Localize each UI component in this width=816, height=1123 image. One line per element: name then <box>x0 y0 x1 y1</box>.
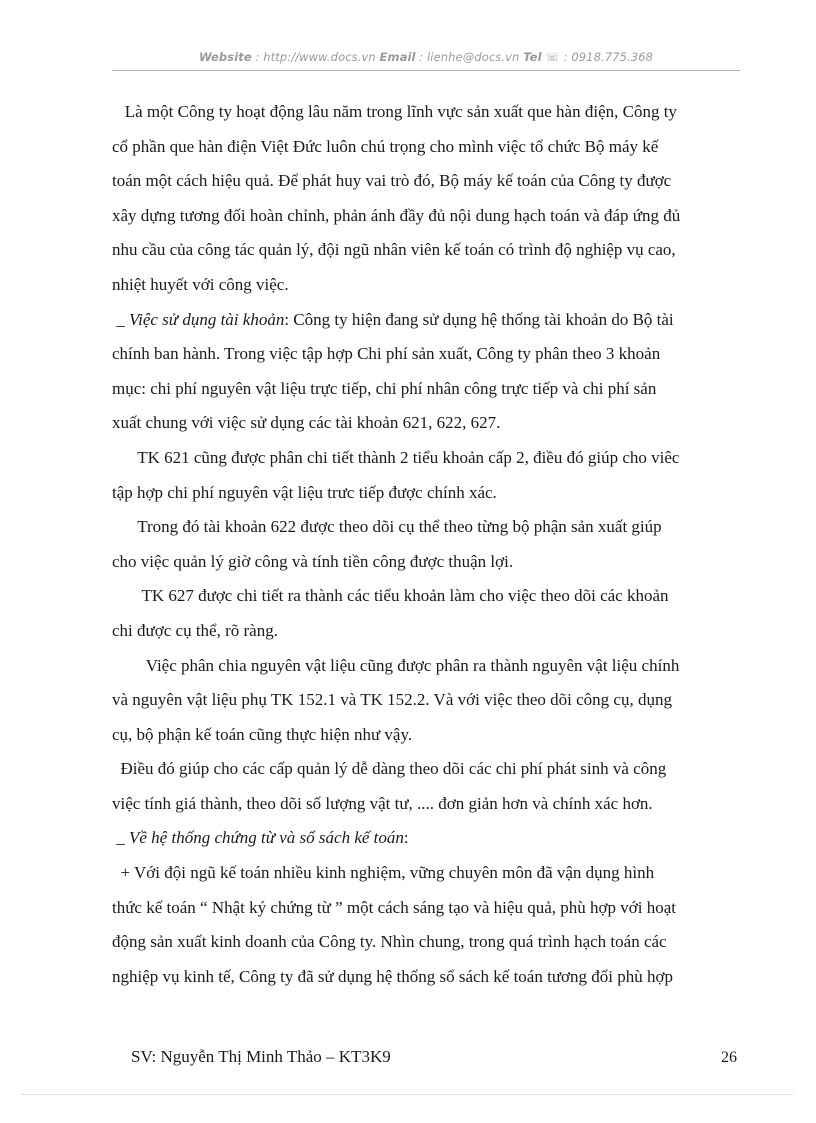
paragraph-line: cho việc quản lý giờ công và tính tiền công được thuận lợi. <box>112 551 514 571</box>
tel-number: : 0918.775.368 <box>559 50 654 64</box>
paragraph-line: cổ phần que hàn điện Việt Đức luôn chú trọng cho mình việc tổ chức Bộ máy kế <box>112 136 659 156</box>
document-body <box>112 95 740 994</box>
email-label: Email <box>379 50 416 64</box>
paragraph-line: việc tính giá thành, theo dõi số lượng vật tư, .... đơn giản hơn và chính xác hơn. <box>112 793 653 813</box>
paragraph-line: tập hợp chi phí nguyên vật liệu trưc tiếp được chính xác. <box>112 482 497 502</box>
voucher-system-heading: _ Về hệ thống chứng từ và sổ sách kế toán <box>112 828 404 848</box>
website-label: Website <box>198 50 252 64</box>
paragraph-line: thức kế toán “ Nhật ký chứng từ ” một cách sáng tạo và hiệu quả, phù hợp với hoạt <box>112 897 676 917</box>
paragraph-line: TK 627 được chi tiết ra thành các tiểu khoản làm cho việc theo dõi các khoản <box>112 586 669 606</box>
paragraph-line: Việc phân chia nguyên vật liệu cũng được phân ra thành nguyên vật liệu chính <box>112 655 680 675</box>
paragraph-line: xây dựng tương đối hoàn chỉnh, phản ánh đầy đủ nội dung hạch toán và đáp ứng đủ <box>112 205 681 225</box>
tel-label: Tel <box>523 50 542 64</box>
paragraph-line: nghiệp vụ kinh tế, Công ty đã sử dụng hệ thống sổ sách kế toán tương đối phù hợp <box>112 966 673 986</box>
footer-author: SV: Nguyễn Thị Minh Thảo – KT3K9 <box>131 1047 391 1066</box>
account-usage-line <box>112 303 740 338</box>
page-number: 26 <box>721 1049 737 1066</box>
header-divider <box>112 70 740 71</box>
paragraph-line: và nguyên vật liệu phụ TK 152.1 và TK 152.2. Và với việc theo dõi công cụ, dụng <box>112 690 672 710</box>
paragraph-line: Là một Công ty hoạt động lâu năm trong lĩnh vực sản xuất que hàn điện, Công ty <box>112 102 677 121</box>
paragraph-line: mục: chi phí nguyên vật liệu trực tiếp, chi phí nhân công trực tiếp và chi phí sản <box>112 378 657 398</box>
email-address[interactable]: : lienhe@docs.vn <box>415 50 524 64</box>
account-usage-text: : Công ty hiện đang sử dụng hệ thống tài khoản do Bộ tài <box>284 309 674 329</box>
paragraph-line: động sản xuất kinh doanh của Công ty. Nhìn chung, trong quá trình hạch toán các <box>112 932 667 952</box>
paragraph-line: + Với đội ngũ kế toán nhiều kinh nghiệm, vững chuyên môn đã vận dụng hình <box>112 863 655 883</box>
paragraph-line: Điều đó giúp cho các cấp quản lý dễ dàng theo dõi các chi phí phát sinh và công <box>112 759 667 779</box>
account-usage-heading: _ Việc sử dụng tài khoản <box>112 309 285 329</box>
voucher-heading-colon: : <box>403 828 409 848</box>
paragraph-line: toán một cách hiệu quả. Để phát huy vai trò đó, Bộ máy kế toán của Công ty được <box>112 171 672 191</box>
paragraph-line: TK 621 cũng được phân chi tiết thành 2 tiểu khoản cấp 2, điều đó giúp cho viêc <box>112 447 680 467</box>
paragraph-line: nhu cầu của công tác quản lý, đội ngũ nhân viên kế toán có trình độ nghiệp vụ cao, <box>112 240 676 260</box>
paragraph-line: nhiệt huyết với công việc. <box>112 274 289 294</box>
telephone-icon: ☏ <box>545 50 560 64</box>
paragraph-line: chi được cụ thể, rõ ràng. <box>112 620 278 640</box>
paragraph-line: chính ban hành. Trong việc tập hợp Chi phí sản xuất, Công ty phân theo 3 khoản <box>112 344 661 364</box>
website-url[interactable]: : http://www.docs.vn <box>251 50 380 64</box>
paragraph-line: xuất chung với việc sử dụng các tài khoản 621, 622, 627. <box>112 413 501 433</box>
page-bottom-divider <box>22 1094 794 1095</box>
paragraph-line: cụ, bộ phận kế toán cũng thực hiện như vậy. <box>112 724 413 744</box>
page-header <box>112 50 740 64</box>
paragraph-line: Trong đó tài khoản 622 được theo dõi cụ thể theo từng bộ phận sản xuất giúp <box>112 517 662 537</box>
voucher-system-line <box>112 821 740 856</box>
